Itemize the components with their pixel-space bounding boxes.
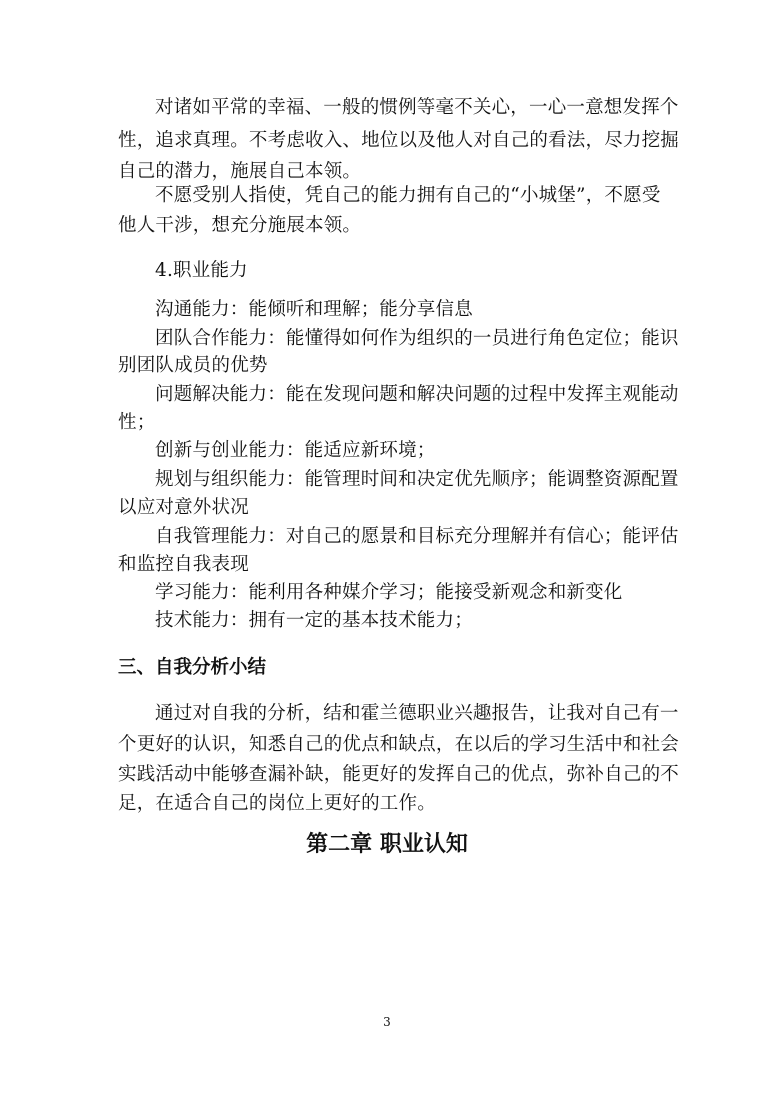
paragraph-line: 自己的潜力，施展自己本领。 (118, 161, 362, 182)
ability-item-continued: 和监控自我表现 (118, 554, 249, 575)
ability-item: 自我管理能力：对自己的愿景和目标充分理解并有信心；能评估 (155, 526, 679, 547)
paragraph-line: 不愿受别人指使，凭自己的能力拥有自己的“小城堡”，不愿受 (155, 185, 661, 206)
summary-line: 个更好的认识，知悉自己的优点和缺点，在以后的学习生活中和社会 (118, 734, 680, 755)
ability-item: 技术能力：拥有一定的基本技术能力； (155, 610, 473, 631)
ability-item: 问题解决能力：能在发现问题和解决问题的过程中发挥主观能动 (155, 384, 679, 405)
paragraph-line: 对诸如平常的幸福、一般的惯例等毫不关心，一心一意想发挥个 (155, 97, 679, 118)
ability-item: 规划与组织能力：能管理时间和决定优先顺序；能调整资源配置 (155, 469, 679, 490)
ability-item: 学习能力：能利用各种媒介学习；能接受新观念和新变化 (155, 582, 623, 603)
ability-item: 团队合作能力：能懂得如何作为组织的一员进行角色定位；能识 (155, 328, 679, 349)
chapter-title: 第二章 职业认知 (306, 832, 468, 857)
page-number: 3 (383, 1015, 391, 1029)
paragraph-line: 性，追求真理。不考虑收入、地位以及他人对自己的看法，尽力挖掘 (118, 130, 680, 151)
section-title: 4.职业能力 (155, 260, 248, 281)
section-heading: 三、自我分析小结 (118, 657, 267, 678)
ability-item: 创新与创业能力：能适应新环境； (155, 440, 436, 461)
paragraph-line: 他人干涉，想充分施展本领。 (118, 215, 362, 236)
ability-item-continued: 以应对意外状况 (118, 497, 249, 518)
ability-item: 沟通能力：能倾听和理解；能分享信息 (155, 299, 473, 320)
ability-item-continued: 别团队成员的优势 (118, 355, 268, 376)
ability-item-continued: 性； (118, 412, 156, 433)
summary-line: 实践活动中能够查漏补缺，能更好的发挥自己的优点，弥补自己的不 (118, 764, 680, 785)
summary-line: 通过对自我的分析，结和霍兰德职业兴趣报告，让我对自己有一 (155, 703, 679, 724)
summary-line: 足，在适合自己的岗位上更好的工作。 (118, 793, 436, 814)
